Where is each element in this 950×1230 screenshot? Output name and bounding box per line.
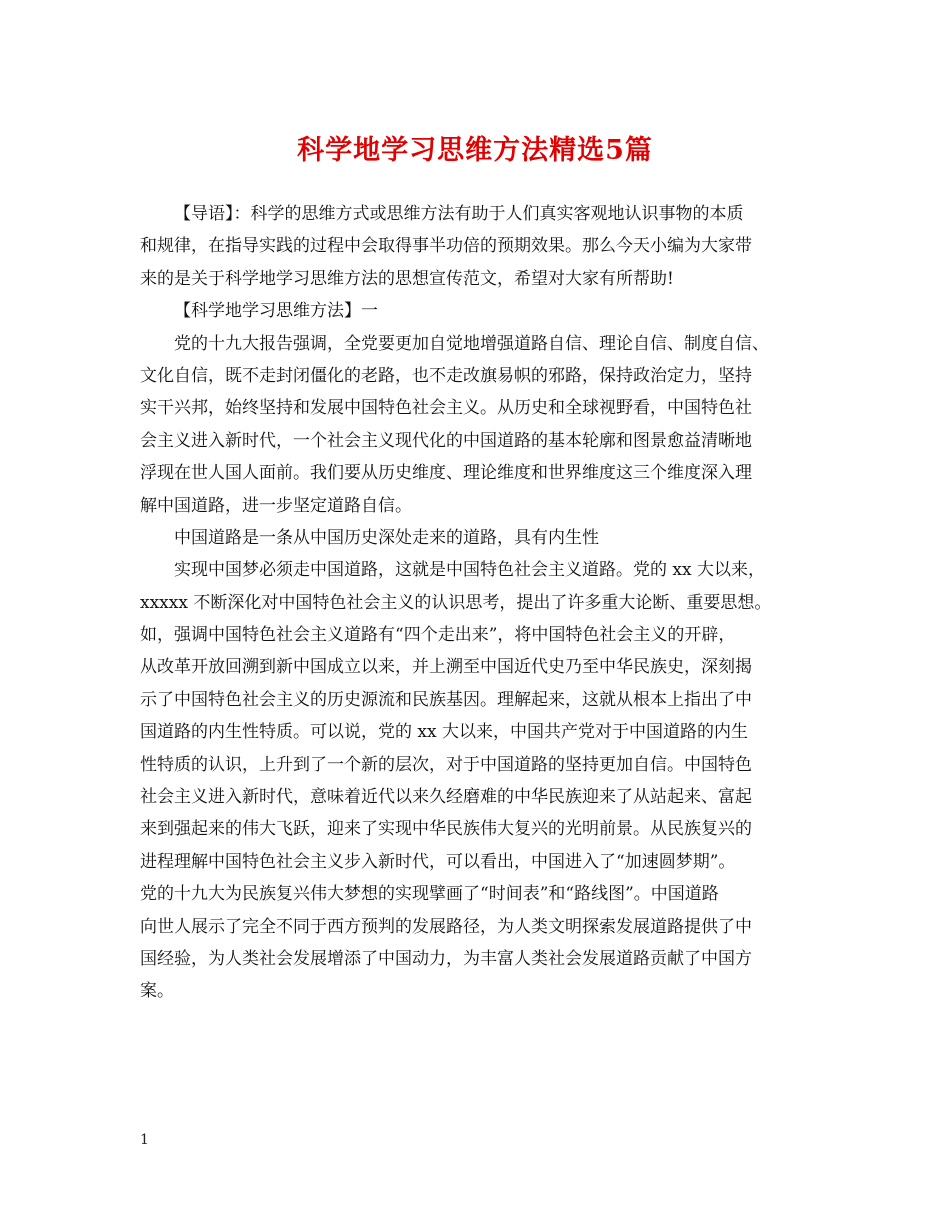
text-line: xxxxx 不断深化对中国特色社会主义的认识思考，提出了许多重大论断、重要思想。 [140,592,772,613]
text-line: 案。 [140,981,174,1002]
text-line: 文化自信，既不走封闭僵化的老路，也不走改旗易帜的邪路，保持政治定力，坚持 [140,365,752,386]
text-line: 如，强调中国特色社会主义道路有“四个走出来”，将中国特色社会主义的开辟， [140,625,736,646]
text-line: 【科学地学习思维方法】一 [174,301,378,322]
text-line: 进程理解中国特色社会主义步入新时代，可以看出，中国进入了“加速圆梦期”。 [140,851,736,872]
text-line: 社会主义进入新时代，意味着近代以来久经磨难的中华民族迎来了从站起来、富起 [140,787,752,808]
text-line: 中国道路是一条从中国历史深处走来的道路，具有内生性 [174,527,599,548]
text-line: 来到强起来的伟大飞跃，迎来了实现中华民族伟大复兴的光明前景。从民族复兴的 [140,819,752,840]
text-line: 浮现在世人国人面前。我们要从历史维度、理论维度和世界维度这三个维度深入理 [140,463,752,484]
text-line: 和规律，在指导实践的过程中会取得事半功倍的预期效果。那么今天小编为大家带 [140,236,752,257]
text-line: 国经验，为人类社会发展增添了中国动力，为丰富人类社会发展道路贡献了中国方 [140,948,752,969]
text-line: 国道路的内生性特质。可以说，党的 xx 大以来，中国共产党对于中国道路的内生 [140,722,748,743]
document-body [140,198,830,1008]
text-line: 【导语】：科学的思维方式或思维方法有助于人们真实客观地认识事物的本质 [174,204,744,224]
text-line: 实现中国梦必须走中国道路，这就是中国特色社会主义道路。党的 xx 大以来， [174,560,765,581]
text-line: 解中国道路，进一步坚定道路自信。 [140,495,412,516]
text-line: 来的是关于科学地学习思维方法的思想宣传范文，希望对大家有所帮助! [140,268,674,289]
document-title: 科学地学习思维方法精选5篇 [297,135,653,166]
text-line: 实干兴邦，始终坚持和发展中国特色社会主义。从历史和全球视野看，中国特色社 [140,398,752,419]
text-line: 党的十九大为民族复兴伟大梦想的实现擘画了“时间表”和“路线图”。中国道路 [140,884,719,905]
text-line: 党的十九大报告强调，全党要更加自觉地增强道路自信、理论自信、制度自信、 [174,333,769,354]
text-line: 从改革开放回溯到新中国成立以来，并上溯至中国近代史乃至中华民族史，深刻揭 [140,657,752,678]
text-line: 示了中国特色社会主义的历史源流和民族基因。理解起来，这就从根本上指出了中 [140,689,752,710]
page-number: 1 [140,1132,149,1148]
text-line: 向世人展示了完全不同于西方预判的发展路径，为人类文明探索发展道路提供了中 [140,916,752,937]
text-line: 会主义进入新时代，一个社会主义现代化的中国道路的基本轮廓和图景愈益清晰地 [140,430,752,451]
text-line: 性特质的认识，上升到了一个新的层次，对于中国道路的坚持更加自信。中国特色 [140,754,752,775]
